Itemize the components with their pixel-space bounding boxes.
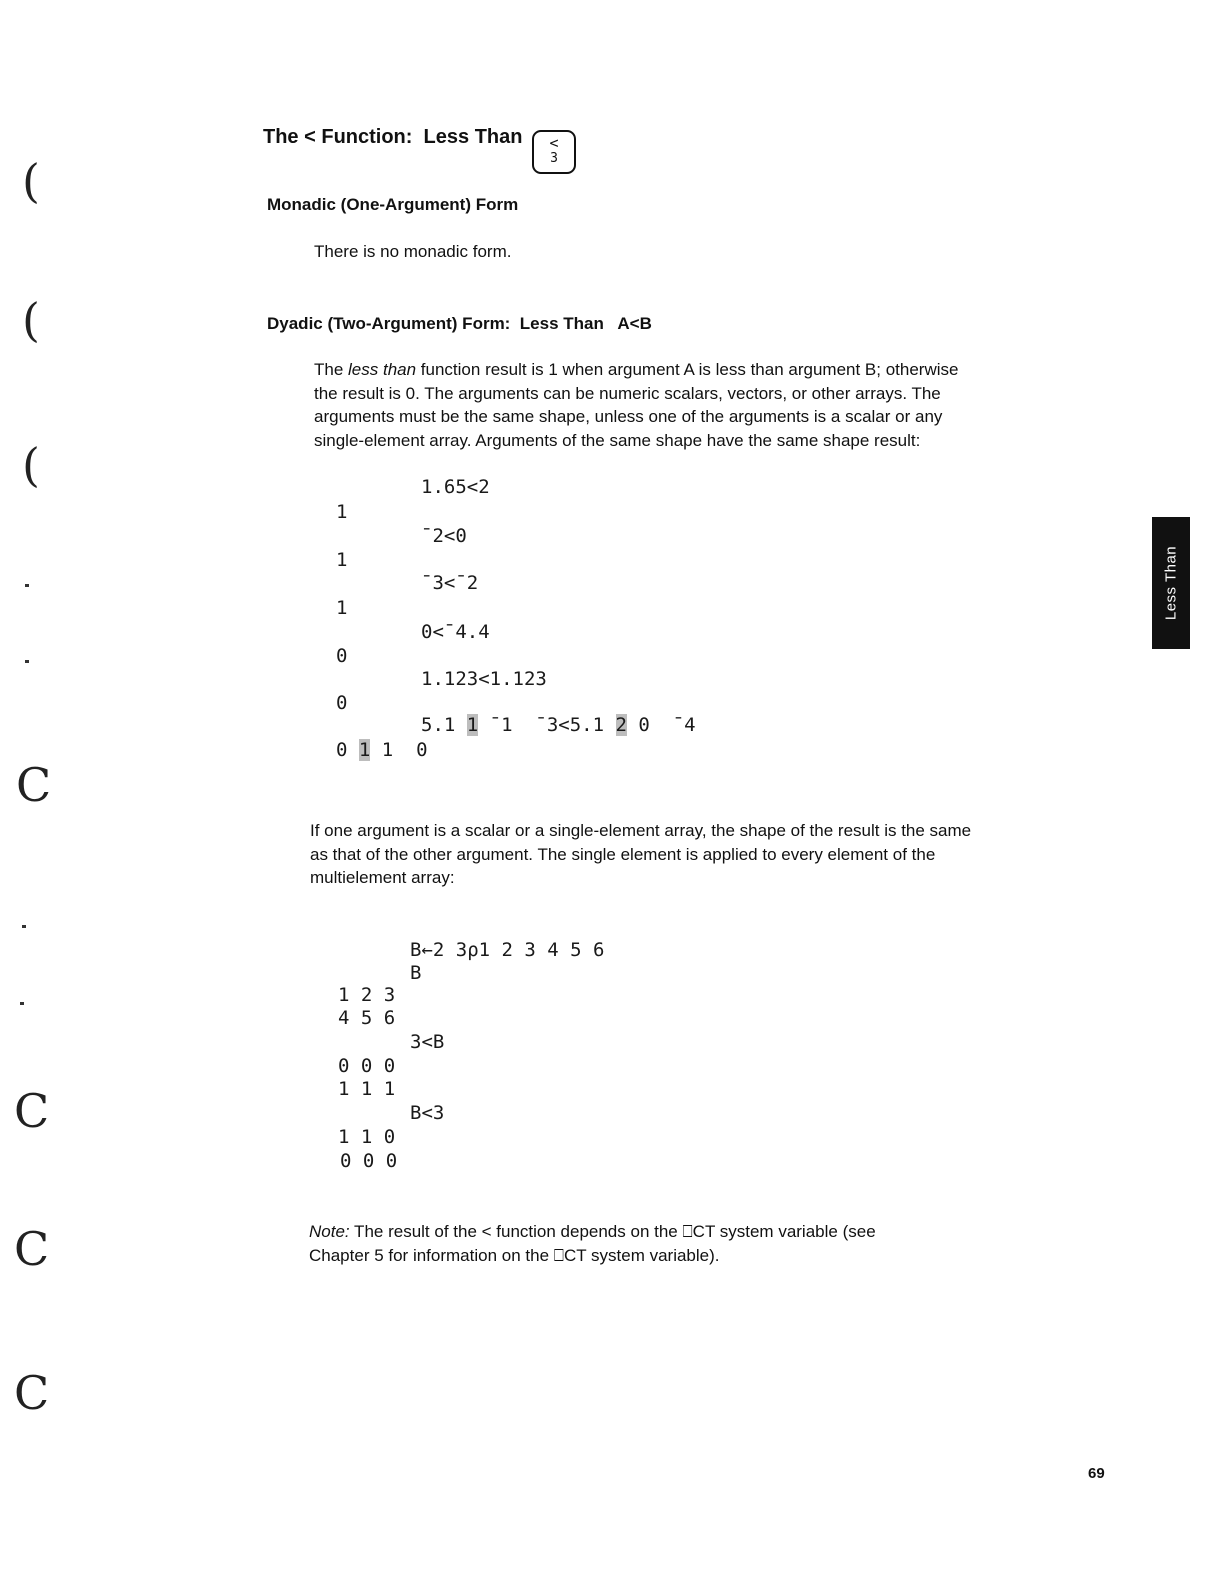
example-expression: ¯3<¯2: [421, 572, 479, 594]
binder-hole-mark: (: [22, 293, 40, 347]
example-result: 0: [336, 692, 348, 714]
example2-line: 4 5 6: [338, 1007, 396, 1029]
section-side-tab: [1152, 517, 1190, 649]
example2-line: 0 0 0: [340, 1150, 398, 1172]
example-expression-highlighted: [421, 714, 696, 736]
example-expression: 0<¯4.4: [421, 621, 490, 643]
example2-line: B<3: [410, 1102, 445, 1124]
expr-part: ¯1 ¯3<5.1: [478, 714, 616, 736]
monadic-heading: Monadic (One-Argument) Form: [267, 195, 519, 214]
example-result: 1: [336, 597, 348, 619]
binder-hole-mark: (: [22, 438, 40, 492]
margin-speck: [25, 660, 29, 663]
result-part: 1 0: [370, 739, 428, 761]
example2-line: 3<B: [410, 1031, 445, 1053]
note-paragraph: [309, 1220, 929, 1267]
expr-part: 0 ¯4: [626, 714, 696, 736]
monadic-text: There is no monadic form.: [314, 242, 512, 261]
binder-hole-mark: C: [16, 758, 52, 812]
page-number: 69: [1088, 1465, 1105, 1482]
dyadic-heading: Dyadic (Two-Argument) Form: Less Than A<B: [267, 314, 652, 333]
key-bottom-symbol: 3: [550, 151, 558, 166]
example-result-highlighted: [336, 739, 428, 761]
dyadic-paragraph: [314, 358, 984, 452]
margin-speck: [20, 1002, 24, 1005]
example2-line: 0 0 0: [338, 1055, 396, 1077]
example2-line: 1 1 0: [338, 1126, 396, 1148]
apl-key-icon: [532, 130, 576, 174]
highlighted-element: 2: [615, 714, 627, 736]
example2-line: 1 2 3: [338, 984, 396, 1006]
key-top-symbol: <: [549, 134, 559, 152]
para-text: The: [314, 360, 349, 379]
side-tab-label: Less Than: [1162, 545, 1180, 621]
scalar-paragraph: If one argument is a scalar or a single-element array, the shape of the result is the same as that of the other argument. The single element is applied to every element of the multielement array:: [310, 821, 972, 887]
example2-line: B←2 3⍴1 2 3 4 5 6: [410, 939, 605, 961]
example-result: 1: [336, 549, 348, 571]
expr-part: 5.1: [421, 714, 467, 736]
result-part: 0: [336, 739, 359, 761]
example-expression: 1.123<1.123: [421, 668, 547, 690]
page-title: The < Function: Less Than: [263, 126, 523, 148]
note-label: Note:: [309, 1222, 350, 1241]
example-result: 0: [336, 645, 348, 667]
binder-hole-mark: C: [14, 1084, 50, 1138]
example-expression: 1.65<2: [421, 476, 490, 498]
para-italic: less than: [348, 360, 417, 379]
binder-hole-mark: C: [14, 1366, 50, 1420]
example-result: 1: [336, 501, 348, 523]
example-expression: ¯2<0: [421, 525, 467, 547]
margin-speck: [25, 584, 29, 587]
note-text: The result of the < function depends on the ⎕CT system variable (see Chapter 5 for information on the ⎕CT system variable).: [309, 1222, 876, 1265]
highlighted-element: 1: [466, 714, 479, 736]
example2-line: 1 1 1: [338, 1078, 396, 1100]
binder-hole-mark: C: [14, 1222, 50, 1276]
highlighted-element: 1: [358, 739, 371, 761]
para-text: function result is 1 when argument A is less than argument B; otherwise the result is 0. The arguments can be numeric scalars, vectors, or other arrays. The arguments must be the same shape, unless one of the arguments is a scalar or any single-element array. Arguments of the same shape have the same shape result:: [314, 360, 959, 450]
margin-speck: [22, 925, 26, 928]
binder-hole-mark: (: [22, 154, 40, 208]
example2-line: B: [410, 962, 422, 984]
